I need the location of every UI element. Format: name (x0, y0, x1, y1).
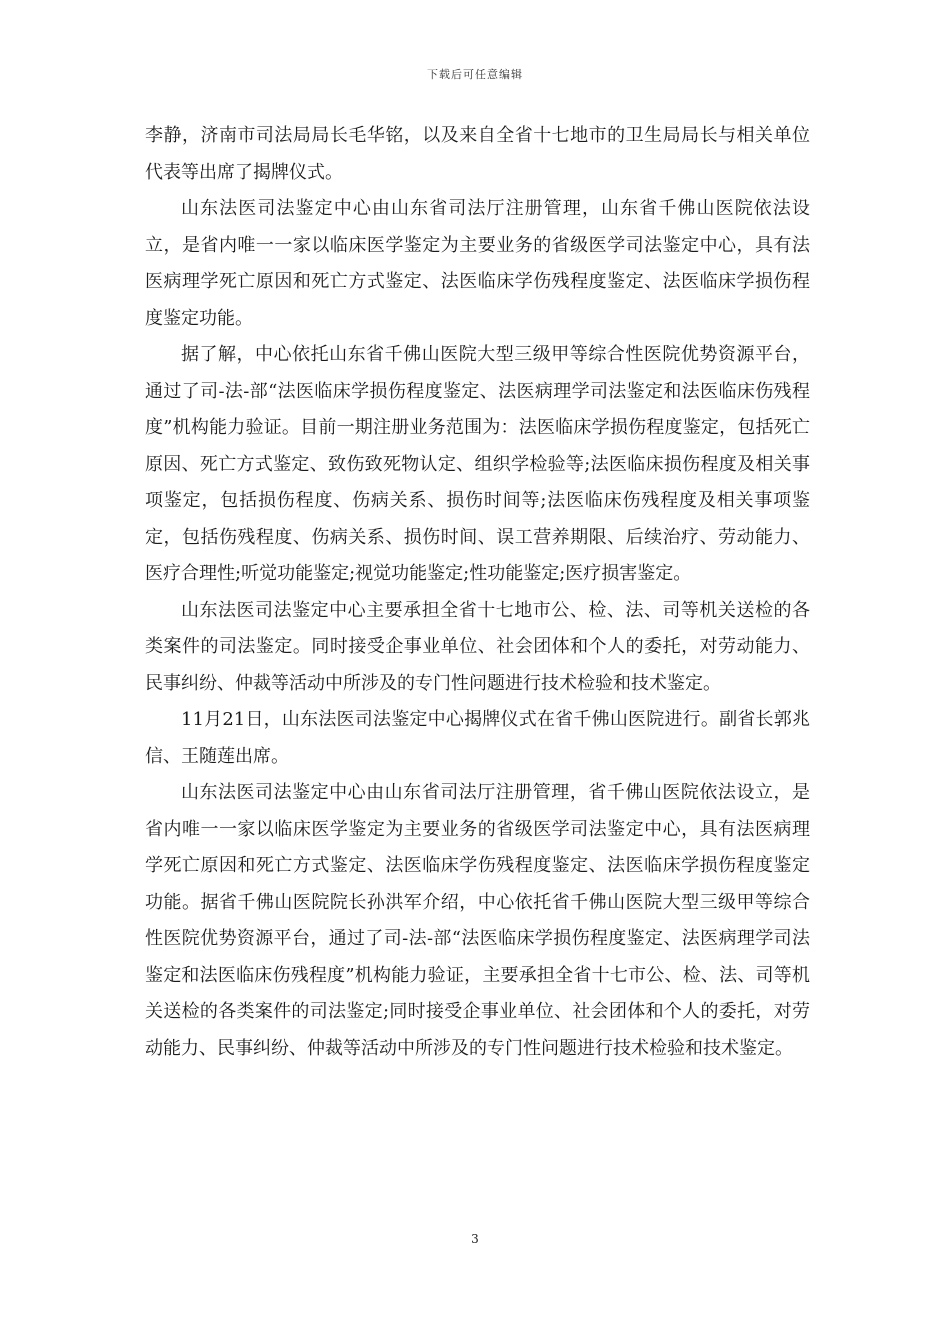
page-header-note: 下载后可任意编辑 (427, 68, 523, 81)
document-body (145, 118, 810, 1067)
paragraph: 山东法医司法鉴定中心主要承担全省十七地市公、检、法、司等机关送检的各类案件的司法鉴定。同时接受企事业单位、社会团体和个人的委托，对劳动能力、民事纠纷、仲裁等活动中所涉及的专门性问题进行技术检验和技术鉴定。 (145, 599, 810, 694)
paragraph: 据了解，中心依托山东省千佛山医院大型三级甲等综合性医院优势资源平台，通过了司-法-部“法医临床学损伤程度鉴定、法医病理学司法鉴定和法医临床伤残程度”机构能力验证。目前一期注册业务范围为：法医临床学损伤程度鉴定，包括死亡原因、死亡方式鉴定、致伤致死物认定、组织学检验等;法医临床损伤程度及相关事项鉴定，包括损伤程度、伤病关系、损伤时间等;法医临床伤残程度及相关事项鉴定，包括伤残程度、伤病关系、损伤时间、误工营养期限、后续治疗、劳动能力、医疗合理性;听觉功能鉴定;视觉功能鉴定;性功能鉴定;医疗损害鉴定。 (145, 344, 810, 584)
paragraph: 11月21日，山东法医司法鉴定中心揭牌仪式在省千佛山医院进行。副省长郭兆信、王随莲出席。 (145, 709, 810, 767)
page-number: 3 (471, 1232, 479, 1246)
paragraph: 山东法医司法鉴定中心由山东省司法厅注册管理，省千佛山医院依法设立，是省内唯一一家以临床医学鉴定为主要业务的省级医学司法鉴定中心，具有法医病理学死亡原因和死亡方式鉴定、法医临床学伤残程度鉴定、法医临床学损伤程度鉴定功能。据省千佛山医院院长孙洪军介绍，中心依托省千佛山医院大型三级甲等综合性医院优势资源平台，通过了司-法-部“法医临床学损伤程度鉴定、法医病理学司法鉴定和法医临床伤残程度”机构能力验证，主要承担全省十七市公、检、法、司等机关送检的各类案件的司法鉴定;同时接受企事业单位、社会团体和个人的委托，对劳动能力、民事纠纷、仲裁等活动中所涉及的专门性问题进行技术检验和技术鉴定。 (145, 782, 810, 1059)
paragraph-continued: 李静，济南市司法局局长毛华铭，以及来自全省十七地市的卫生局局长与相关单位代表等出席了揭牌仪式。 (145, 125, 810, 183)
paragraph: 山东法医司法鉴定中心由山东省司法厅注册管理，山东省千佛山医院依法设立，是省内唯一一家以临床医学鉴定为主要业务的省级医学司法鉴定中心，具有法医病理学死亡原因和死亡方式鉴定、法医临床学伤残程度鉴定、法医临床学损伤程度鉴定功能。 (145, 198, 810, 329)
